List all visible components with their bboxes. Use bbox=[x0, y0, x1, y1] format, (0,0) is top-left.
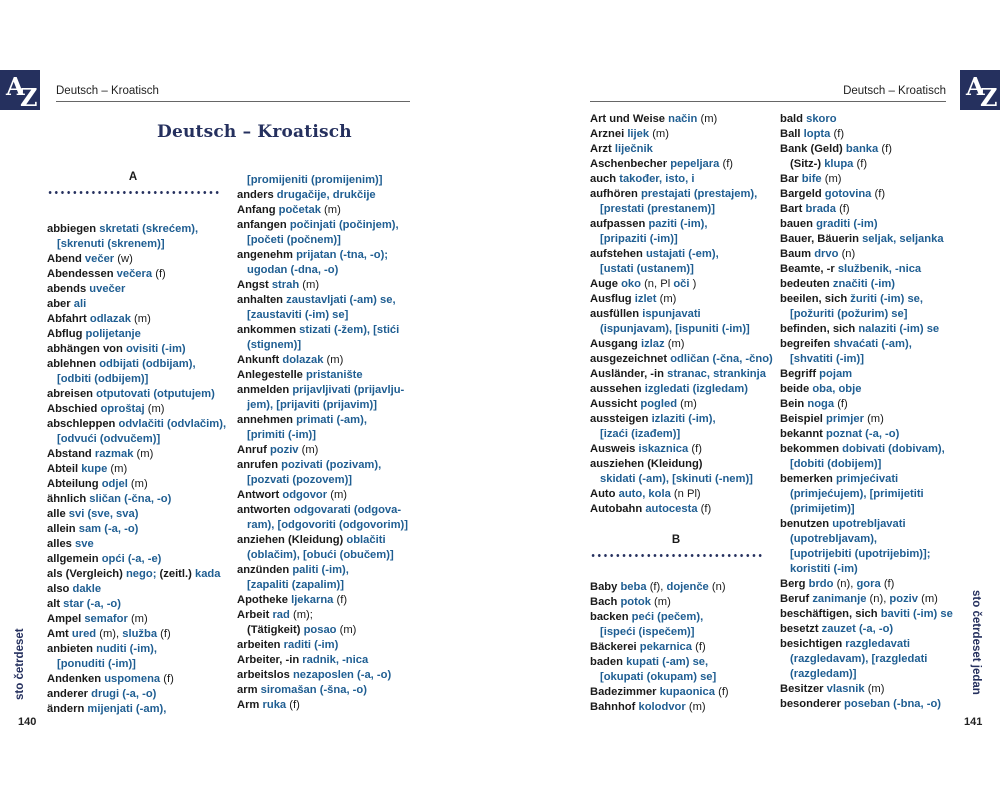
entry-continuation: [upotrijebiti (upotrijebim)]; bbox=[790, 548, 931, 560]
page-number-right: 141 bbox=[964, 716, 983, 728]
dictionary-entry: Art und Weise način (m) bbox=[590, 113, 718, 125]
dictionary-entry: ändern mijenjati (-am), bbox=[47, 703, 167, 715]
dictionary-entry: bauen graditi (-im) bbox=[780, 218, 878, 230]
page-word-left: sto četrdeset bbox=[14, 628, 26, 700]
dictionary-entry: Ausgang izlaz (m) bbox=[590, 338, 685, 350]
entry-continuation: [zaustaviti (-im) se] bbox=[247, 309, 349, 321]
dictionary-entry: Bargeld gotovina (f) bbox=[780, 188, 886, 200]
dictionary-entry: Baum drvo (n) bbox=[780, 248, 856, 260]
entry-continuation: ram), [odgovoriti (odgovorim)] bbox=[247, 519, 408, 531]
dictionary-entry: Ausländer, -in stranac, strankinja bbox=[590, 368, 766, 380]
dictionary-entry: besichtigen razgledavati bbox=[780, 638, 910, 650]
dictionary-entry: Abflug polijetanje bbox=[47, 328, 141, 340]
dictionary-entry: Baby beba (f), dojenče (n) bbox=[590, 581, 726, 593]
entry-continuation: (ispunjavam), [ispuniti (-im)] bbox=[600, 323, 750, 335]
page-title: Deutsch – Kroatisch bbox=[157, 122, 352, 142]
dictionary-entry: aufhören prestajati (prestajem), bbox=[590, 188, 758, 200]
dictionary-entry: ausfüllen ispunjavati bbox=[590, 308, 701, 320]
dictionary-entry: Apotheke ljekarna (f) bbox=[237, 594, 348, 606]
entry-continuation: [početi (počnem)] bbox=[247, 234, 341, 246]
dictionary-entry: abbiegen skretati (skrećem), bbox=[47, 223, 199, 235]
entry-list bbox=[780, 112, 955, 712]
dictionary-entry: Angst strah (m) bbox=[237, 279, 320, 291]
dictionary-entry: antworten odgovarati (odgova- bbox=[237, 504, 402, 516]
dictionary-entry: anmelden prijavljivati (prijavlju- bbox=[237, 384, 405, 396]
column-c bbox=[590, 112, 773, 715]
dictionary-entry: Bart brada (f) bbox=[780, 203, 850, 215]
entry-continuation: koristiti (-im) bbox=[790, 563, 858, 575]
dictionary-entry: angenehm prijatan (-tna, -o); bbox=[237, 249, 389, 261]
column-a bbox=[47, 170, 227, 717]
dictionary-entry: beeilen, sich žuriti (-im) se, bbox=[780, 293, 923, 305]
dictionary-entry: aufstehen ustajati (-em), bbox=[590, 248, 719, 260]
dictionary-entry: (Tätigkeit) posao (m) bbox=[247, 624, 357, 636]
entry-continuation: (razgledavam), [razgledati bbox=[790, 653, 928, 665]
entry-continuation: [pripaziti (-im)] bbox=[600, 233, 678, 245]
dictionary-entry: ankommen stizati (-žem), [stići bbox=[237, 324, 400, 336]
dictionary-entry: Arbeiter, -in radnik, -nica bbox=[237, 654, 369, 666]
running-header-right: Deutsch – Kroatisch bbox=[590, 85, 946, 102]
dictionary-entry: ausgezeichnet odličan (-čna, -čno) bbox=[590, 353, 773, 365]
dictionary-entry: anderer drugi (-a, -o) bbox=[47, 688, 157, 700]
entry-list bbox=[590, 112, 773, 517]
dictionary-entry: annehmen primati (-am), bbox=[237, 414, 367, 426]
dictionary-entry: Aschenbecher pepeljara (f) bbox=[590, 158, 734, 170]
entry-continuation: [požuriti (požurim) se] bbox=[790, 308, 908, 320]
entry-continuation: [promijeniti (promijenim)] bbox=[247, 174, 383, 186]
dictionary-entry: aussehen izgledati (izgledam) bbox=[590, 383, 748, 395]
entry-continuation: (oblačim), [obući (obučem)] bbox=[247, 549, 394, 561]
page-word-right: sto četrdeset jedan bbox=[970, 590, 982, 695]
dictionary-entry: Arm ruka (f) bbox=[237, 699, 300, 711]
entry-continuation: [odbiti (odbijem)] bbox=[57, 373, 149, 385]
entry-continuation: (primjećujem), [primijetiti bbox=[790, 488, 924, 500]
section-letter: B bbox=[671, 534, 681, 546]
dictionary-entry: arbeiten raditi (-im) bbox=[237, 639, 339, 651]
dictionary-entry: Auto auto, kola (n Pl) bbox=[590, 488, 701, 500]
dictionary-entry: Bahnhof kolodvor (m) bbox=[590, 701, 706, 713]
dictionary-entry: Bäckerei pekarnica (f) bbox=[590, 641, 706, 653]
column-d bbox=[780, 112, 955, 712]
dictionary-entry: bald skoro bbox=[780, 113, 837, 125]
dictionary-entry: beide oba, obje bbox=[780, 383, 862, 395]
dictionary-entry: alles sve bbox=[47, 538, 94, 550]
dictionary-entry: abreisen otputovati (otputujem) bbox=[47, 388, 215, 400]
entry-continuation: (primijetim)] bbox=[790, 503, 855, 515]
entry-continuation: (razgledam)] bbox=[790, 668, 857, 680]
entry-list bbox=[590, 580, 765, 715]
az-badge-right-icon: A Z bbox=[960, 70, 1000, 110]
dictionary-entry: Aussicht pogled (m) bbox=[590, 398, 697, 410]
dictionary-entry: Abendessen večera (f) bbox=[47, 268, 166, 280]
dictionary-entry: Abteilung odjel (m) bbox=[47, 478, 148, 490]
dictionary-entry: alt star (-a, -o) bbox=[47, 598, 121, 610]
entry-continuation: skidati (-am), [skinuti (-nem)] bbox=[600, 473, 753, 485]
dictionary-entry: Arznei lijek (m) bbox=[590, 128, 669, 140]
dictionary-entry: Ausweis iskaznica (f) bbox=[590, 443, 702, 455]
entry-continuation: [okupati (okupam) se] bbox=[600, 671, 717, 683]
dictionary-entry: Abend večer (w) bbox=[47, 253, 133, 265]
dictionary-entry: also dakle bbox=[47, 583, 102, 595]
entry-continuation: ugodan (-dna, -o) bbox=[247, 264, 339, 276]
dictionary-entry: Ball lopta (f) bbox=[780, 128, 845, 140]
dictionary-entry: Abteil kupe (m) bbox=[47, 463, 128, 475]
dictionary-entry: baden kupati (-am) se, bbox=[590, 656, 709, 668]
section-letter: A bbox=[128, 171, 138, 183]
dictionary-entry: Arbeit rad (m); bbox=[237, 609, 313, 621]
dictionary-entry: Anlegestelle pristanište bbox=[237, 369, 363, 381]
dictionary-entry: aufpassen paziti (-im), bbox=[590, 218, 708, 230]
dictionary-entry: Ampel semafor (m) bbox=[47, 613, 148, 625]
dictionary-entry: besetzt zauzet (-a, -o) bbox=[780, 623, 894, 635]
dictionary-entry: besonderer poseban (-bna, -o) bbox=[780, 698, 941, 710]
dictionary-entry: Amt ured (m), služba (f) bbox=[47, 628, 171, 640]
dictionary-entry: Abschied oproštaj (m) bbox=[47, 403, 165, 415]
dictionary-entry: aber ali bbox=[47, 298, 87, 310]
entry-continuation: [prestati (prestanem)] bbox=[600, 203, 716, 215]
dictionary-entry: Abfahrt odlazak (m) bbox=[47, 313, 151, 325]
entry-continuation: [pozvati (pozovem)] bbox=[247, 474, 353, 486]
dictionary-entry: bekommen dobivati (dobivam), bbox=[780, 443, 945, 455]
dictionary-entry: ausziehen (Kleidung) bbox=[590, 458, 703, 470]
dictionary-entry: Andenken uspomena (f) bbox=[47, 673, 174, 685]
section-b-heading bbox=[590, 533, 762, 557]
dictionary-entry: Bach potok (m) bbox=[590, 596, 671, 608]
dictionary-entry: Badezimmer kupaonica (f) bbox=[590, 686, 729, 698]
dictionary-entry: anbieten nuditi (-im), bbox=[47, 643, 158, 655]
dictionary-entry: Bar bife (m) bbox=[780, 173, 842, 185]
dictionary-entry: Bauer, Bäuerin seljak, seljanka bbox=[780, 233, 944, 245]
dictionary-entry: Bank (Geld) banka (f) bbox=[780, 143, 892, 155]
entry-continuation: [ustati (ustanem)] bbox=[600, 263, 694, 275]
dictionary-entry: anhalten zaustavljati (-am) se, bbox=[237, 294, 396, 306]
dictionary-entry: anzünden paliti (-im), bbox=[237, 564, 349, 576]
dictionary-entry: bemerken primjećivati bbox=[780, 473, 899, 485]
entry-list bbox=[237, 173, 412, 713]
dictionary-entry: allgemein opći (-a, -e) bbox=[47, 553, 162, 565]
entry-continuation: [skrenuti (skrenem)] bbox=[57, 238, 165, 250]
dictionary-entry: (Sitz-) klupa (f) bbox=[790, 158, 868, 170]
dictionary-entry: alle svi (sve, sva) bbox=[47, 508, 139, 520]
dictionary-entry: Begriff pojam bbox=[780, 368, 853, 380]
dictionary-entry: abends uvečer bbox=[47, 283, 126, 295]
entry-continuation: [dobiti (dobijem)] bbox=[790, 458, 882, 470]
dictionary-entry: ablehnen odbijati (odbijam), bbox=[47, 358, 196, 370]
dictionary-entry: befinden, sich nalaziti (-im) se bbox=[780, 323, 940, 335]
page-number-left: 140 bbox=[18, 716, 37, 728]
entry-continuation: [shvatiti (-im)] bbox=[790, 353, 864, 365]
dictionary-entry: bekannt poznat (-a, -o) bbox=[780, 428, 900, 440]
dictionary-entry: Beruf zanimanje (n), poziv (m) bbox=[780, 593, 938, 605]
entry-continuation: [odvući (odvučem)] bbox=[57, 433, 161, 445]
dictionary-entry: anfangen počinjati (počinjem), bbox=[237, 219, 399, 231]
dictionary-entry: ähnlich sličan (-čna, -o) bbox=[47, 493, 172, 505]
entry-list bbox=[47, 222, 227, 717]
dictionary-entry: bedeuten značiti (-im) bbox=[780, 278, 895, 290]
dictionary-entry: allein sam (-a, -o) bbox=[47, 523, 139, 535]
dictionary-entry: benutzen upotrebljavati bbox=[780, 518, 906, 530]
section-a-heading bbox=[47, 170, 219, 194]
dictionary-entry: Antwort odgovor (m) bbox=[237, 489, 348, 501]
dictionary-entry: Anruf poziv (m) bbox=[237, 444, 319, 456]
dictionary-entry: Bein noga (f) bbox=[780, 398, 848, 410]
dictionary-entry: abhängen von ovisiti (-im) bbox=[47, 343, 186, 355]
entry-continuation: [zapaliti (zapalim)] bbox=[247, 579, 344, 591]
entry-continuation: [primiti (-im)] bbox=[247, 429, 316, 441]
dictionary-entry: Beamte, -r službenik, -nica bbox=[780, 263, 922, 275]
dictionary-entry: abschleppen odvlačiti (odvlačim), bbox=[47, 418, 227, 430]
dictionary-entry: anrufen pozivati (pozivam), bbox=[237, 459, 382, 471]
dictionary-entry: Anfang početak (m) bbox=[237, 204, 341, 216]
dictionary-entry: Autobahn autocesta (f) bbox=[590, 503, 712, 515]
dictionary-entry: anders drugačije, drukčije bbox=[237, 189, 376, 201]
entry-continuation: [ponuditi (-im)] bbox=[57, 658, 136, 670]
dictionary-entry: arbeitslos nezaposlen (-a, -o) bbox=[237, 669, 392, 681]
running-header-left: Deutsch – Kroatisch bbox=[56, 85, 410, 102]
entry-continuation: [ispeći (ispečem)] bbox=[600, 626, 695, 638]
dictionary-entry: arm siromašan (-šna, -o) bbox=[237, 684, 367, 696]
entry-continuation: [izaći (izađem)] bbox=[600, 428, 681, 440]
entry-continuation: (stignem)] bbox=[247, 339, 302, 351]
dictionary-entry: Ankunft dolazak (m) bbox=[237, 354, 344, 366]
dictionary-entry: beschäftigen, sich baviti (-im) se bbox=[780, 608, 953, 620]
dictionary-entry: backen peći (pečem), bbox=[590, 611, 704, 623]
dictionary-entry: Berg brdo (n), gora (f) bbox=[780, 578, 895, 590]
entry-continuation: jem), [prijaviti (prijavim)] bbox=[247, 399, 377, 411]
az-badge-left-icon: A Z bbox=[0, 70, 40, 110]
dictionary-entry: Auge oko (n, Pl oči ) bbox=[590, 278, 697, 290]
dictionary-entry: aussteigen izlaziti (-im), bbox=[590, 413, 716, 425]
dictionary-entry: Ausflug izlet (m) bbox=[590, 293, 677, 305]
column-b bbox=[237, 173, 412, 713]
dictionary-entry: begreifen shvaćati (-am), bbox=[780, 338, 912, 350]
dictionary-entry: Abstand razmak (m) bbox=[47, 448, 154, 460]
dictionary-entry: auch također, isto, i bbox=[590, 173, 695, 185]
dictionary-entry: Besitzer vlasnik (m) bbox=[780, 683, 885, 695]
dictionary-entry: Arzt liječnik bbox=[590, 143, 653, 155]
dictionary-entry: als (Vergleich) nego; (zeitl.) kada bbox=[47, 568, 221, 580]
entry-continuation: (upotrebljavam), bbox=[790, 533, 878, 545]
dictionary-entry: anziehen (Kleidung) oblačiti bbox=[237, 534, 386, 546]
dictionary-entry: Beispiel primjer (m) bbox=[780, 413, 884, 425]
